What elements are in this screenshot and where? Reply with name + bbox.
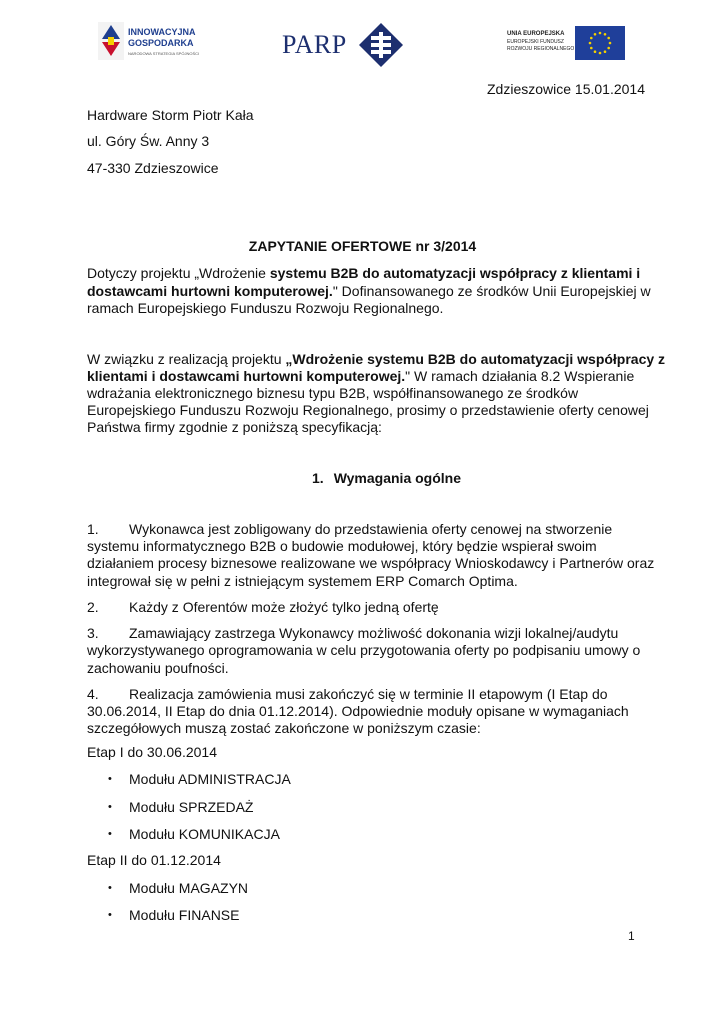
recipient-city: 47-330 Zdzieszowice xyxy=(87,160,219,176)
item-4-line-2: 30.06.2014, II Etap do dnia 01.12.2014). Odpowiednie moduły opisane w wymaganiach xyxy=(87,703,629,719)
parp-wordmark: PARP xyxy=(282,30,347,59)
section-number: 1. xyxy=(312,470,324,486)
innowacyjna-gospodarka-logo xyxy=(98,20,210,62)
eu-logo xyxy=(485,18,627,66)
item-1-line-3: działaniem procesy biznesowe realizowane we współpracy Wnioskodawcy i Partnerów oraz xyxy=(87,555,655,571)
section-heading xyxy=(312,469,461,488)
recipient-street: ul. Góry Św. Anny 3 xyxy=(87,133,210,149)
eu-line1: UNIA EUROPEJSKA xyxy=(507,31,565,37)
date-place: Zdzieszowice 15.01.2014 xyxy=(487,81,645,97)
bullet-icon: • xyxy=(108,909,112,921)
intro-line-3: ramach Europejskiego Funduszu Rozwoju Regionalnego. xyxy=(87,300,444,316)
recipient-name: Hardware Storm Piotr Kała xyxy=(87,107,254,123)
item-4-line-3: szczegółowych muszą zostać zakończone w poniższym czasie: xyxy=(87,720,481,736)
context-l2a: klientami i dostawcami hurtowni komputerowej. xyxy=(87,368,406,384)
eu-line2: EUROPEJSKI FUNDUSZ xyxy=(507,39,564,45)
item-1-line-4: integrował się w pełni z istniejącym systemem ERP Comarch Optima. xyxy=(87,573,518,589)
ig-mark-icon xyxy=(98,22,124,60)
bullet-icon: • xyxy=(108,801,112,813)
parp-logo xyxy=(282,22,407,68)
etap-1-module-3: Modułu KOMUNIKACJA xyxy=(129,826,280,842)
item-4-number: 4. xyxy=(87,686,99,702)
context-l2b: " W ramach działania 8.2 Wspieranie xyxy=(405,368,635,384)
bullet-icon: • xyxy=(108,828,112,840)
etap-1-label: Etap I do 30.06.2014 xyxy=(87,744,217,760)
ig-line2: GOSPODARKA xyxy=(128,38,194,48)
item-1-line-2: systemu informatycznego B2B o budowie modułowej, który będzie wspierał swoim xyxy=(87,538,597,554)
etap-2-label: Etap II do 01.12.2014 xyxy=(87,852,221,868)
intro-l1a: Dotyczy projektu „Wdrożenie xyxy=(87,265,270,281)
etap-2-module-2: Modułu FINANSE xyxy=(129,907,240,923)
etap-1-module-1: Modułu ADMINISTRACJA xyxy=(129,771,291,787)
item-2-line-1: Każdy z Oferentów może złożyć tylko jedną ofertę xyxy=(129,599,439,615)
etap-2-module-1: Modułu MAGAZYN xyxy=(129,880,249,896)
item-1-line-1: Wykonawca jest zobligowany do przedstawienia oferty cenowej na stworzenie xyxy=(129,521,613,537)
eu-flag-icon xyxy=(575,26,625,60)
item-2-number: 2. xyxy=(87,599,99,615)
item-3-line-1: Zamawiający zastrzega Wykonawcy możliwość dokonania wizji lokalnej/audytu xyxy=(129,625,619,641)
intro-line-1 xyxy=(87,264,640,283)
item-1-number: 1. xyxy=(87,521,99,537)
section-title: Wymagania ogólne xyxy=(333,470,462,486)
intro-l2a: dostawcami hurtowni komputerowej. xyxy=(87,283,333,299)
bullet-icon: • xyxy=(108,773,112,785)
intro-l2b: " Dofinansowanego ze środków Unii Europejskiej w xyxy=(332,283,651,299)
ig-line1: INNOWACYJNA xyxy=(128,27,196,37)
eu-line3: ROZWOJU REGIONALNEGO xyxy=(507,46,575,52)
context-l1a: W związku z realizacją projektu xyxy=(87,351,286,367)
etap-1-module-2: Modułu SPRZEDAŻ xyxy=(129,799,254,815)
intro-l1b: systemu B2B do automatyzacji współpracy z klientami i xyxy=(269,265,641,281)
item-3-line-2: wykorzystywanego oprogramowania w celu przygotowania oferty po podpisaniu umowy o xyxy=(87,642,641,658)
context-line-5: Państwa firmy zgodnie z poniższą specyfikacją: xyxy=(87,419,382,435)
item-3-number: 3. xyxy=(87,625,99,641)
context-line-3: wdrażania elektronicznego biznesu typu B2B, współfinansowanego ze środków xyxy=(87,385,579,401)
context-l1b: „Wdrożenie systemu B2B do automatyzacji współpracy z xyxy=(285,351,666,367)
item-4-line-1: Realizacja zamówienia musi zakończyć się w terminie II etapowym (I Etap do xyxy=(129,686,608,702)
context-line-4: Europejskiego Funduszu Rozwoju Regionalnego, prosimy o przedstawienie oferty cenowej xyxy=(87,402,649,418)
bullet-icon: • xyxy=(108,882,112,894)
item-3-line-3: zachowaniu poufności. xyxy=(87,660,229,676)
page-number: 1 xyxy=(628,929,635,943)
parp-diamond-icon xyxy=(358,22,404,68)
document-title: ZAPYTANIE OFERTOWE nr 3/2014 xyxy=(248,238,477,254)
ig-line3: NARODOWA STRATEGIA SPÓJNOŚCI xyxy=(128,51,200,56)
